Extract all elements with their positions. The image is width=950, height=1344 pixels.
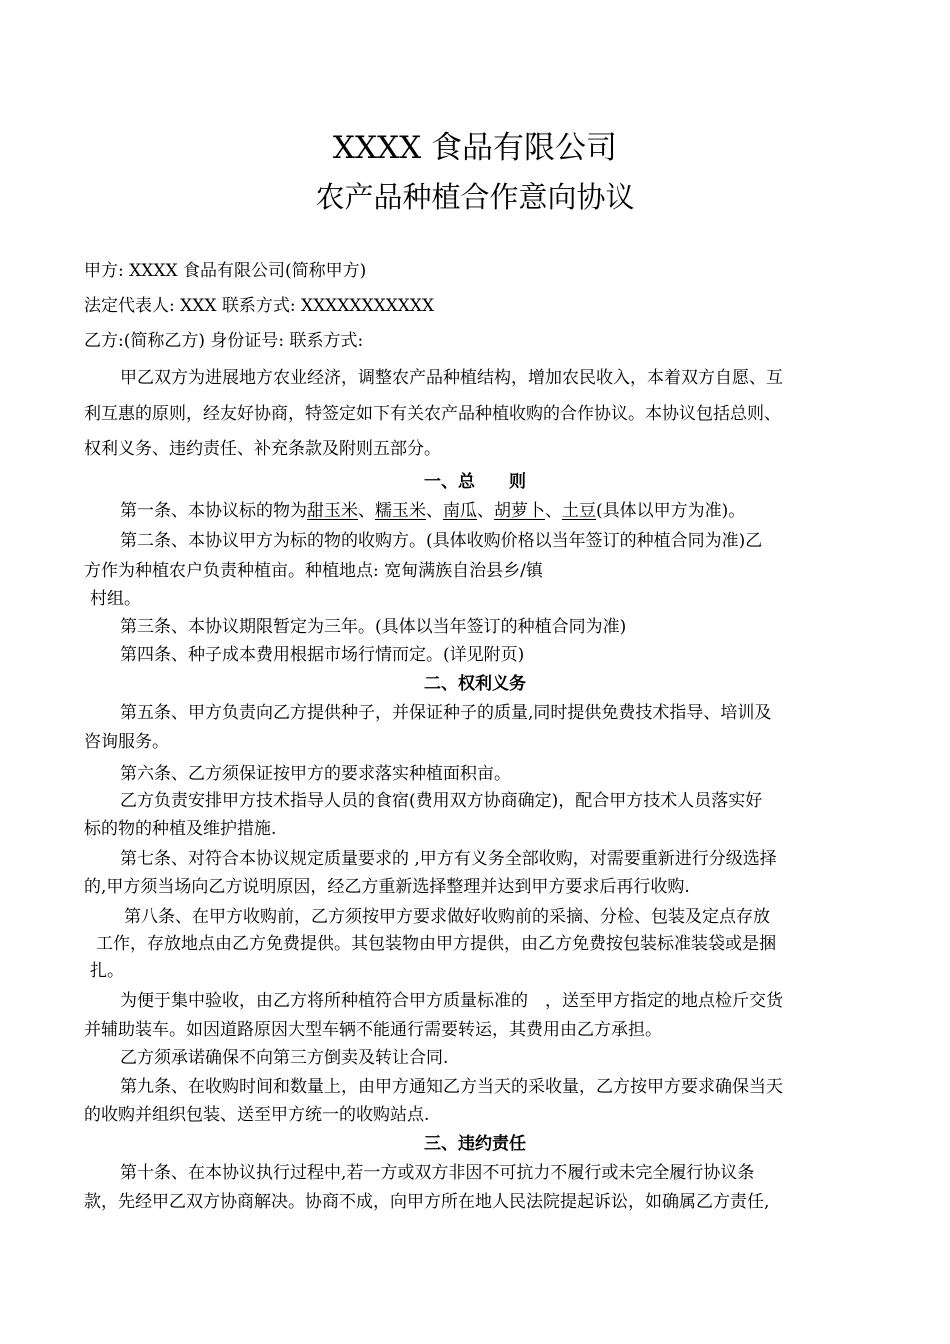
rights-line: 第五条、甲方负责向乙方提供种子，并保证种子的质量,同时提供免费技术指导、培训及 <box>120 703 772 723</box>
article-1 <box>120 499 745 523</box>
section-heading-liability: 三、违约责任 <box>424 1134 526 1154</box>
rights-line: 第七条、对符合本协议规定质量要求的 ,甲方有义务全部收购，对需要重新进行分级选择 <box>120 849 777 869</box>
article-3: 第三条、本协议期限暂定为三年。(具体以当年签订的种植合同为准) <box>120 617 627 637</box>
rights-line: 扎。 <box>90 961 124 981</box>
section-heading-rights: 二、权利义务 <box>424 674 526 694</box>
rights-line: 标的物的种植及维护措施. <box>84 819 277 839</box>
party-b-line: 乙方:(简称乙方) 身份证号: 联系方式: <box>84 331 364 351</box>
rights-line: 乙方须承诺确保不向第三方倒卖及转让合同. <box>120 1048 449 1068</box>
rights-line: 工作，存放地点由乙方免费提供。其包装物由甲方提供，由乙方免费按包装标准装袋或是捆 <box>96 934 776 954</box>
crop-separator: 、 <box>545 501 562 521</box>
crop-item: 甜玉米 <box>307 501 358 521</box>
crop-separator: 、 <box>477 501 494 521</box>
crop-separator: 、 <box>426 501 443 521</box>
rights-line: 的,甲方须当场向乙方说明原因，经乙方重新选择整理并达到甲方要求后再行收购. <box>84 877 690 897</box>
rights-line: 第八条、在甲方收购前，乙方须按甲方要求做好收购前的采摘、分检、包装及定点存放 <box>124 907 770 927</box>
crop-item: 南瓜 <box>443 501 477 521</box>
article-2-line: 第二条、本协议甲方为标的物的收购方。(具体收购价格以当年签订的种植合同为准)乙 <box>120 531 763 551</box>
article-2-line: 村组。 <box>90 589 141 609</box>
crop-separator: 、 <box>358 501 375 521</box>
crop-item: 土豆 <box>562 501 596 521</box>
article-4: 第四条、种子成本费用根据市场行情而定。(详见附页) <box>120 645 525 665</box>
party-a-line: 甲方: XXXX 食品有限公司(简称甲方) <box>84 261 367 281</box>
liability-line: 第十条、在本协议执行过程中,若一方或双方非因不可抗力不履行或未完全履行协议条 <box>120 1163 755 1183</box>
article-2-line: 方作为种植农户负责种植亩。种植地点: 宽甸满族自治县乡/镇 <box>84 561 543 581</box>
liability-line: 款，先经甲乙双方协商解决。协商不成，向甲方所在地人民法院提起诉讼，如确属乙方责任, <box>84 1192 770 1212</box>
intro-line: 权利义务、违约责任、补充条款及附则五部分。 <box>84 439 441 459</box>
rights-line: 并辅助装车。如因道路原因大型车辆不能通行需要转运，其费用由乙方承担。 <box>84 1020 662 1040</box>
agreement-title: 农产品种植合作意向协议 <box>315 180 635 214</box>
rights-line: 的收购并组织包装、送至甲方统一的收购站点. <box>84 1105 430 1125</box>
rights-line: 第九条、在收购时间和数量上，由甲方通知乙方当天的采收量，乙方按甲方要求确保当天 <box>120 1077 783 1097</box>
intro-line: 利互惠的原则，经友好协商，特签定如下有关农产品种植收购的合作协议。本协议包括总则、 <box>84 404 781 424</box>
company-title: XXXX 食品有限公司 <box>332 130 618 166</box>
rights-line: 第六条、乙方须保证按甲方的要求落实种植面积亩。 <box>120 764 511 784</box>
crop-item: 胡萝卜 <box>494 501 545 521</box>
section-heading-general: 一、总 则 <box>424 472 526 492</box>
intro-line: 甲乙双方为进展地方农业经济，调整农产品种植结构，增加农民收入，本着双方自愿、互 <box>120 368 783 388</box>
legal-rep-line: 法定代表人: XXX 联系方式: XXXXXXXXXXX <box>84 296 435 316</box>
article-1-suffix: (具体以甲方为准)。 <box>596 501 746 521</box>
crop-item: 糯玉米 <box>375 501 426 521</box>
rights-line: 咨询服务。 <box>84 732 169 752</box>
rights-line: 为便于集中验收，由乙方将所种植符合甲方质量标准的 ，送至甲方指定的地点检斤交货 <box>120 991 783 1011</box>
rights-line: 乙方负责安排甲方技术指导人员的食宿(费用双方协商确定)，配合甲方技术人员落实好 <box>120 791 763 811</box>
article-1-prefix: 第一条、本协议标的物为 <box>120 501 307 521</box>
